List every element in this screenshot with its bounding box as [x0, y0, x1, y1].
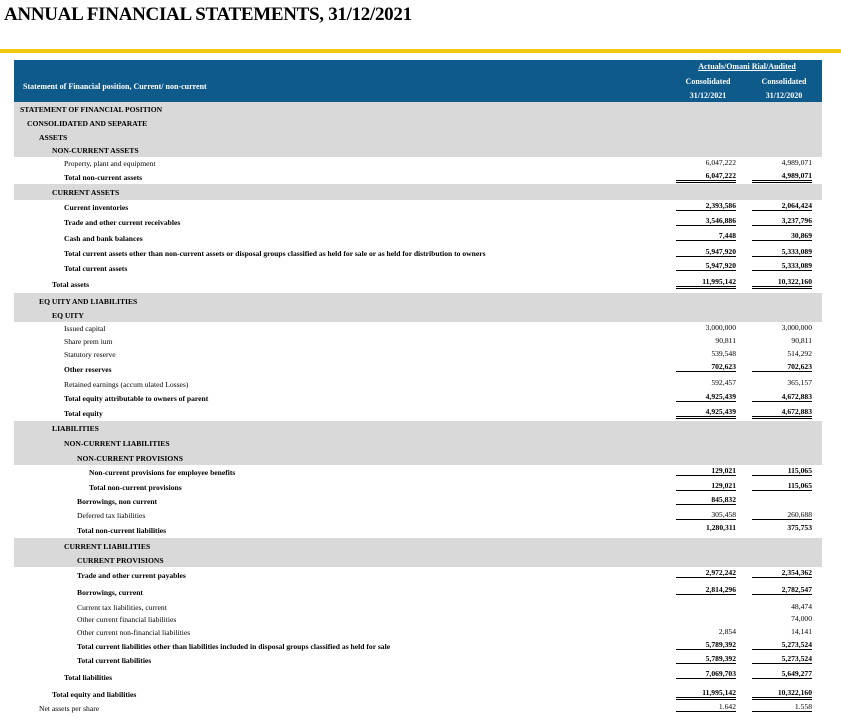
line-item-label: EQ UITY AND LIABILITIES — [39, 296, 138, 306]
section-heading-row — [14, 421, 822, 436]
section-heading-row — [14, 116, 822, 130]
value-2020: 10,322,160 — [752, 277, 812, 289]
value-2021: 592,457 — [711, 378, 736, 387]
line-item-row — [14, 230, 822, 246]
line-item-row — [14, 361, 822, 377]
line-item-label: Trade and other current receivables — [64, 218, 181, 227]
line-item-row — [14, 522, 822, 538]
value-2020: 365,157 — [787, 378, 812, 387]
line-item-row — [14, 639, 822, 653]
line-item-label: CONSOLIDATED AND SEPARATE — [27, 118, 148, 128]
line-item-row — [14, 653, 822, 668]
value-2021: 5,789,392 — [676, 654, 736, 664]
line-item-row — [14, 377, 822, 391]
value-2020: 30,869 — [752, 231, 812, 241]
line-item-label: Statutory reserve — [64, 350, 116, 359]
statement-table-body — [14, 102, 822, 715]
value-2020: 5,333,089 — [752, 261, 812, 271]
line-item-label: Other reserves — [64, 364, 112, 374]
header-column-group: Actuals/Omani Rial/Audited — [698, 62, 796, 71]
line-item-row — [14, 246, 822, 260]
value-2021: 3,546,886 — [676, 216, 736, 226]
value-2020: 4,989,071 — [752, 171, 812, 183]
line-item-label: Other current non-financial liabilities — [77, 628, 191, 637]
value-2020: 4,672,883 — [752, 407, 812, 419]
line-item-label: Trade and other current payables — [77, 571, 186, 580]
value-2020: 14,141 — [791, 627, 812, 636]
section-heading-row — [14, 451, 822, 465]
value-2020: 260,688 — [752, 510, 812, 520]
value-2021: 4,925,439 — [676, 392, 736, 402]
line-item-row — [14, 613, 822, 626]
title-rule — [0, 49, 841, 53]
line-item-label: Deferred tax liabilities — [77, 511, 146, 520]
line-item-label: Total liabilities — [64, 673, 113, 682]
section-heading-row — [14, 538, 822, 554]
value-2021: 1,280,311 — [706, 523, 736, 532]
line-item-row — [14, 170, 822, 184]
value-2020: 10,322,160 — [752, 688, 812, 700]
line-item-label: Retained earnings (accum ulated Losses) — [64, 379, 189, 389]
value-2021: 6,047,222 — [676, 171, 736, 183]
line-item-row — [14, 687, 822, 701]
line-item-label: Net assets per share — [39, 703, 100, 713]
value-2021: 2,814,296 — [676, 585, 736, 595]
value-2020: 514,292 — [787, 349, 812, 358]
line-item-row — [14, 567, 822, 584]
line-item-label: STATEMENT OF FINANCIAL POSITION — [20, 104, 163, 114]
line-item-row — [14, 260, 822, 276]
value-2021: 539,548 — [711, 349, 736, 358]
line-item-row — [14, 391, 822, 406]
line-item-label: Non-current provisions for employee benefits — [89, 468, 236, 477]
value-2020: 90,811 — [791, 336, 812, 345]
value-2020: 2,782,547 — [752, 585, 812, 595]
line-item-row — [14, 200, 822, 215]
value-2021: 7,069,703 — [676, 669, 736, 679]
value-2021: 702,623 — [676, 362, 736, 372]
line-item-label: Other current financial liabilities — [77, 615, 177, 624]
line-item-label: NON-CURRENT LIABILITIES — [64, 439, 170, 448]
line-item-row — [14, 584, 822, 601]
value-2021: 3,000,000 — [705, 323, 736, 332]
line-item-label: Total equity attributable to owners of parent — [64, 394, 209, 403]
line-item-label: Total equity — [64, 409, 103, 418]
section-heading-row — [14, 102, 822, 116]
value-2020: 115,065 — [752, 466, 812, 476]
section-heading-row — [14, 130, 822, 144]
line-item-label: LIABILITIES — [52, 424, 99, 433]
value-2020: 5,649,277 — [752, 669, 812, 679]
line-item-label: NON-CURRENT PROVISIONS — [77, 453, 183, 463]
value-2020: 2,354,362 — [752, 568, 812, 578]
value-2021: 845,832 — [676, 495, 736, 505]
value-2021: 11,995,142 — [676, 277, 736, 289]
value-2021: 4,925,439 — [676, 407, 736, 419]
line-item-label: Cash and bank balances — [64, 233, 143, 243]
line-item-row — [14, 494, 822, 509]
line-item-label: Total current assets — [64, 263, 128, 273]
value-2021: 5,947,920 — [676, 261, 736, 271]
value-2020: 5,273,524 — [752, 654, 812, 664]
line-item-row — [14, 668, 822, 687]
line-item-label: Total non-current liabilities — [77, 525, 167, 535]
line-item-label: Borrowings, non current — [77, 497, 158, 506]
value-2021: 11,995,142 — [676, 688, 736, 700]
header-row-label: Statement of Financial position, Current/ non-current — [23, 82, 207, 91]
header-col2-type: Consolidated — [761, 77, 807, 86]
line-item-label: Borrowings, current — [77, 588, 143, 597]
value-2020: 3,237,796 — [752, 216, 812, 226]
value-2020: 3,000,000 — [781, 323, 812, 332]
line-item-label: Total current assets other than non-current assets or disposal groups classified as held for sale or as held for distribution to owners — [64, 248, 486, 258]
value-2021: 305,458 — [676, 510, 736, 520]
line-item-label: NON-CURRENT ASSETS — [52, 146, 139, 155]
line-item-row — [14, 406, 822, 421]
value-2020: 4,672,883 — [752, 392, 812, 402]
line-item-row — [14, 480, 822, 494]
header-col1-date: 31/12/2021 — [689, 91, 727, 100]
line-item-row — [14, 215, 822, 230]
section-heading-row — [14, 554, 822, 567]
value-2021: 2,854 — [718, 627, 736, 636]
value-2021: 2,972,242 — [676, 568, 736, 578]
line-item-label: CURRENT PROVISIONS — [77, 556, 164, 565]
value-2020: 1.558 — [752, 702, 812, 712]
line-item-row — [14, 601, 822, 613]
line-item-row — [14, 701, 822, 715]
value-2020: 74,000 — [791, 614, 812, 623]
line-item-label: Total non-current provisions — [89, 482, 182, 492]
section-heading-row — [14, 144, 822, 157]
line-item-label: Total non-current assets — [64, 172, 143, 182]
line-item-row — [14, 335, 822, 348]
value-2021: 5,947,920 — [676, 247, 736, 257]
line-item-row — [14, 276, 822, 293]
section-heading-row — [14, 293, 822, 309]
header-col1-type: Consolidated — [685, 77, 731, 86]
value-2020: 5,273,524 — [752, 640, 812, 650]
value-2021: 1.642 — [676, 702, 736, 712]
header-col2-date: 31/12/2020 — [765, 91, 803, 100]
value-2020: 5,333,089 — [752, 247, 812, 257]
value-2021: 129,021 — [676, 466, 736, 476]
value-2021: 6,047,222 — [705, 158, 736, 167]
value-2020: 4,989,071 — [781, 158, 812, 167]
line-item-label: EQ UITY — [52, 311, 84, 320]
page-title: ANNUAL FINANCIAL STATEMENTS, 31/12/2021 — [4, 4, 412, 25]
value-2021: 129,021 — [676, 481, 736, 491]
section-heading-row — [14, 436, 822, 451]
line-item-label: Issued capital — [64, 324, 106, 333]
line-item-row — [14, 348, 822, 361]
value-2020: 375,753 — [787, 523, 812, 532]
value-2021: 2,393,586 — [676, 201, 736, 211]
line-item-row — [14, 157, 822, 170]
value-2020: 702,623 — [752, 362, 812, 372]
value-2020: 2,064,424 — [752, 201, 812, 211]
value-2020: 48,474 — [791, 602, 812, 611]
line-item-row — [14, 322, 822, 335]
line-item-label: Property, plant and equipment — [64, 159, 156, 168]
value-2021: 7,448 — [676, 231, 736, 241]
line-item-row — [14, 509, 822, 522]
value-2020: 115,065 — [752, 481, 812, 491]
line-item-label: Total assets — [52, 280, 90, 289]
line-item-label: Total current liabilities other than liabilities included in disposal groups classified as held for sale — [77, 641, 391, 651]
line-item-row — [14, 626, 822, 639]
value-2021: 90,811 — [715, 336, 736, 345]
line-item-row — [14, 465, 822, 480]
line-item-label: ASSETS — [39, 132, 68, 142]
line-item-label: Total equity and liabilities — [52, 689, 137, 699]
section-heading-row — [14, 184, 822, 200]
line-item-label: Current inventories — [64, 203, 129, 212]
line-item-label: Current tax liabilities, current — [77, 602, 167, 612]
line-item-label: CURRENT ASSETS — [52, 187, 120, 197]
value-2021: 5,789,392 — [676, 640, 736, 650]
line-item-label: CURRENT LIABILITIES — [64, 541, 151, 551]
section-heading-row — [14, 309, 822, 322]
line-item-label: Total current liabilities — [77, 656, 152, 665]
line-item-label: Share prem ium — [64, 337, 113, 346]
